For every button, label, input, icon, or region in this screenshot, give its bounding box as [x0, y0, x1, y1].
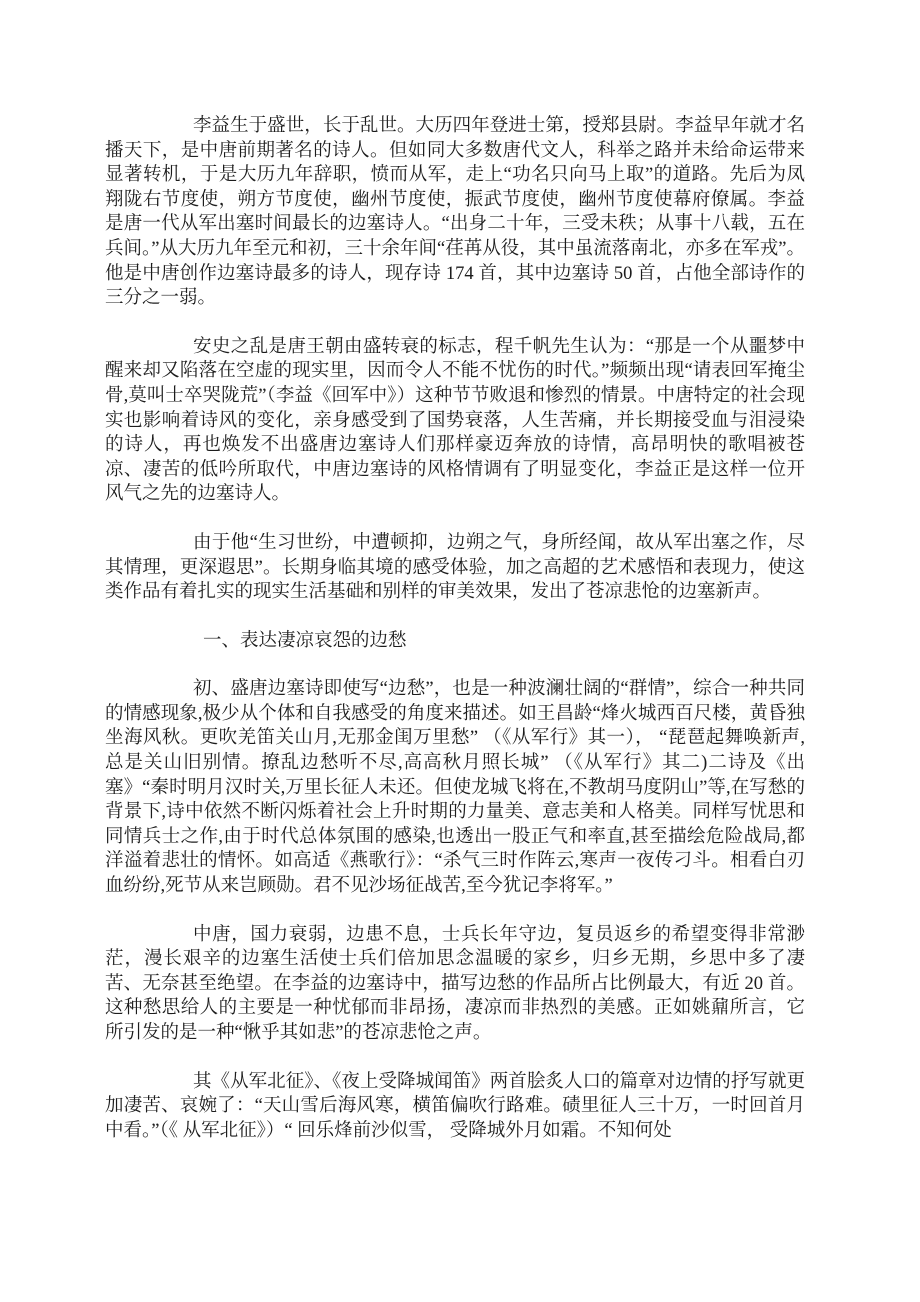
- paragraph-li-yi-biography: 李益生于盛世，长于乱世。大历四年登进士第，授郑县尉。李益早年就才名播天下，是中唐前期著名的诗人。但如同大多数唐代文人，科举之路并未给命运带来显著转机，于是大历九年辞职，愤而从军，走上“功名只向马上取”的道路。先后为凤翔陇右节度使，朔方节度使，幽州节度使，振武节度使，幽州节度使幕府僚属。李益是唐一代从军出塞时间最长的边塞诗人。“出身二十年，三受未秩；从事十八载，五在兵间。”从大历九年至元和初，三十余年间“荏苒从役，其中虽流落南北，亦多在军戎”。他是中唐创作边塞诗最多的诗人，现存诗 174 首，其中边塞诗 50 首，占他全部诗作的三分之一弱。: [105, 116, 805, 309]
- paragraph-congjun-beizheng: 其《从军北征》、《夜上受降城闻笛》两首脍炙人口的篇章对边情的抒写就更加凄苦、哀婉了：“天山雪后海风寒，横笛偏吹行路难。碛里征人三十万，一时回首月中看。”（《 从军北征》）“ 回乐烽前沙似雪， 受降城外月如霜。不知何处: [105, 1071, 805, 1141]
- section-heading-border-sorrow: 一、表达凄凉哀怨的边愁: [203, 630, 407, 651]
- paragraph-mid-tang-border-sorrow: 中唐，国力衰弱，边患不息，士兵长年守边，复员返乡的希望变得非常渺茫，漫长艰辛的边塞生活使士兵们倍加思念温暖的家乡，归乡无期，乡思中多了凄苦、无奈甚至绝望。在李益的边塞诗中，描写边愁的作品所占比例最大，有近 20 首。这种愁思给人的主要是一种忧郁而非昂扬，凄凉而非热烈的美感。正如姚鼐所言，它所引发的是一种“愀乎其如悲”的苍凉悲怆之声。: [105, 924, 805, 1043]
- paragraph-border-poetry-new-voice: 由于他“生习世纷，中遭顿抑，边朔之气，身所经闻，故从军出塞之作，尽其情理，更深遐思”。长期身临其境的感受体验，加之高超的艺术感悟和表现力，使这类作品有着扎实的现实生活基础和别样的审美效果，发出了苍凉悲怆的边塞新声。: [105, 532, 805, 603]
- paragraph-anshi-rebellion: 安史之乱是唐王朝由盛转衰的标志，程千帆先生认为：“那是一个从噩梦中醒来却又陷落在空虚的现实里，因而令人不能不忧伤的时代。”频频出现“请表回军掩尘骨,莫叫士卒哭陇荒”（李益《回军中》）这种节节败退和惨烈的情景。中唐特定的社会现实也影响着诗风的变化，亲身感受到了国势衰落，人生苦痛，并长期接受血与泪浸染的诗人，再也焕发不出盛唐边塞诗人们那样豪迈奔放的诗情，高昂明快的歌唱被苍凉、凄苦的低吟所取代，中唐边塞诗的风格情调有了明显变化，李益正是这样一位开风气之先的边塞诗人。: [105, 336, 805, 505]
- paragraph-high-tang-border-poems: 初、盛唐边塞诗即使写“边愁”，也是一种波澜壮阔的“群情”，综合一种共同的情感现象,极少从个体和自我感受的角度来描述。如王昌龄“烽火城西百尺楼，黄昏独坐海风秋。更吹羌笛关山月,无那金闺万里愁” （《从军行》其一）， “琵琶起舞唤新声,总是关山旧别情。撩乱边愁听不尽,高高秋月照长城” （《从军行》其二)二诗及《出塞》“秦时明月汉时关,万里长征人未还。但使龙城飞将在,不教胡马度阴山”等,在写愁的背景下,诗中依然不断闪烁着社会上升时期的力量美、意志美和人格美。同样写忧思和同情兵士之作,由于时代总体氛围的感染,也透出一股正气和率直,甚至描绘危险战局,都洋溢着悲壮的情怀。如高适《燕歌行》：“杀气三时作阵云,寒声一夜传刁斗。相看白刃血纷纷,死节从来岂顾勋。君不见沙场征战苦,至今犹记李将军。”: [105, 679, 805, 897]
